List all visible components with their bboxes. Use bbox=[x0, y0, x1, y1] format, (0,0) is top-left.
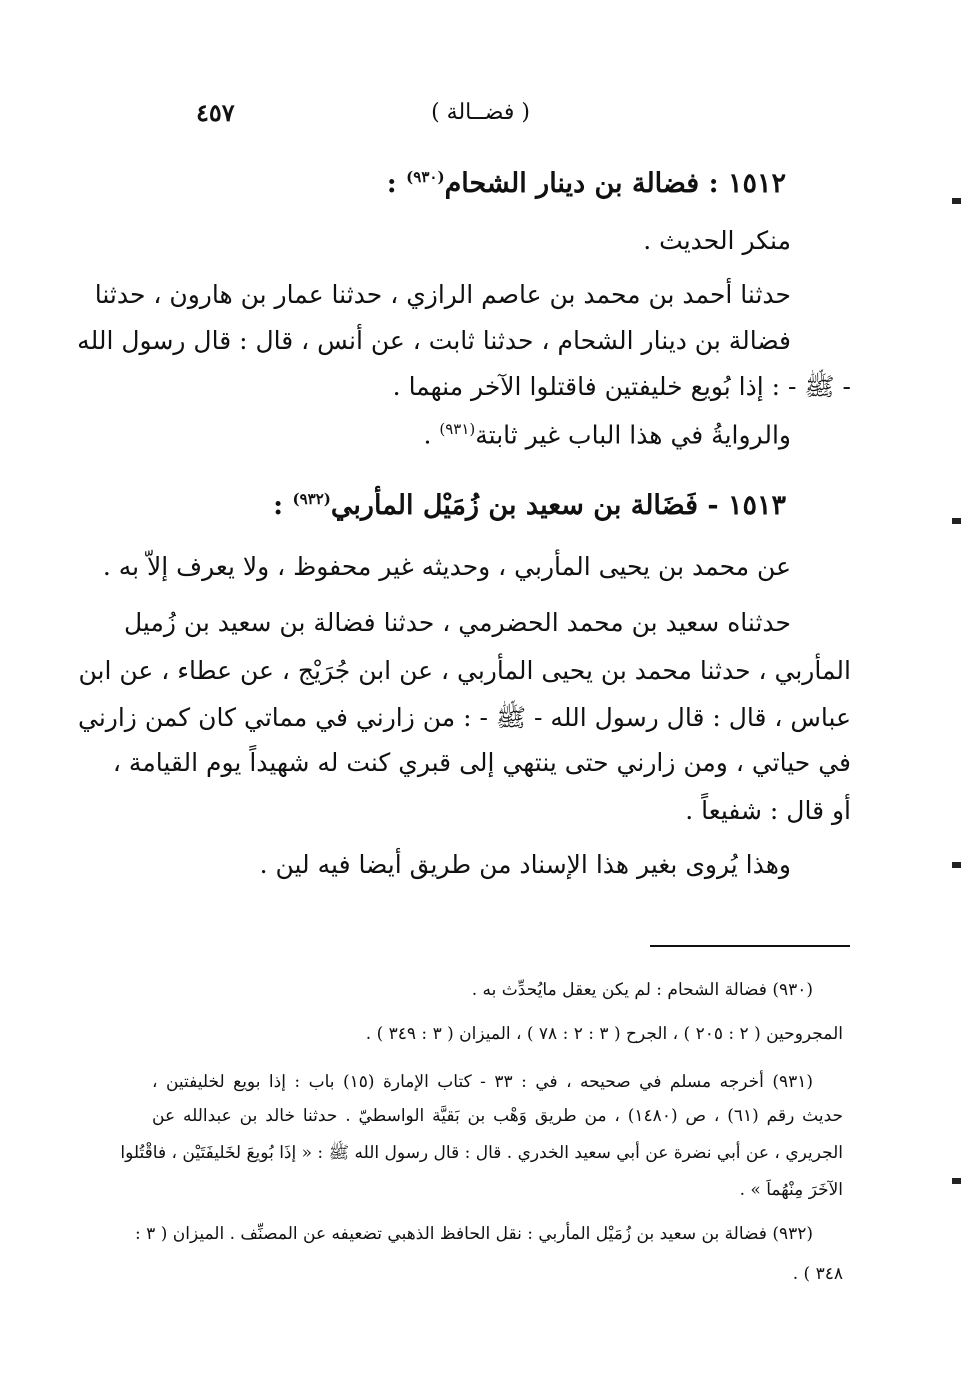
entry-1513-line-2: حدثناه سعيد بن محمد الحضرمي ، حدثنا فضالة بن سعيد بن زُميل bbox=[123, 608, 791, 637]
footnote-ref-932: (٩٣٢) bbox=[292, 490, 331, 508]
entry-1513-heading bbox=[273, 490, 786, 521]
footnote-931-line-3: الجريري ، عن أبي نضرة عن أبي سعيد الخدري . قال : قال رسول الله ﷺ : « إذَا بُويعَ لخَليفَتَيْن ، فاقْتُلوا bbox=[120, 1143, 843, 1163]
entry-1513-heading-text: ١٥١٣ - فَضَالة بن سعيد بن زُمَيْل المأربي bbox=[330, 490, 786, 521]
footnote-932-line-2: ٣٤٨ ) . bbox=[792, 1264, 843, 1284]
entry-1513-line-4: عباس ، قال : قال رسول الله - ﷺ - : من زارني في مماتي كان كمن زارني bbox=[77, 703, 851, 732]
footnote-930-line-2: المجروحين ( ٢ : ٢٠٥ ) ، الجرح ( ٣ : ٢ : ٧٨ ) ، الميزان ( ٣ : ٣٤٩ ) . bbox=[365, 1024, 843, 1044]
entry-1512-heading-colon: : bbox=[386, 168, 407, 199]
scan-edge-mark bbox=[952, 518, 961, 524]
footnote-ref-931: (٩٣١) bbox=[439, 420, 476, 438]
entry-1512-line-1: منكر الحديث . bbox=[643, 226, 791, 255]
entry-1512-line-2: حدثنا أحمد بن محمد بن عاصم الرازي ، حدثنا عمار بن هارون ، حدثنا bbox=[94, 280, 791, 309]
footnote-separator bbox=[650, 945, 850, 947]
footnote-931-line-2: حديث رقم (٦١) ، ص (١٤٨٠) ، من طريق وَهْب بن بَقيَّة الواسطيّ . حدثنا خالد بن عبدالله عن bbox=[152, 1106, 843, 1126]
page-number: ٤٥٧ bbox=[196, 98, 235, 127]
entry-1513-line-5: في حياتي ، ومن زارني حتى ينتهي إلى قبري كنت له شهيداً يوم القيامة ، bbox=[112, 748, 851, 777]
entry-1513-line-3: المأربي ، حدثنا محمد بن يحيى المأربي ، عن ابن جُرَيْج ، عن عطاء ، عن ابن bbox=[78, 656, 851, 685]
running-header: ( فضــالة ) bbox=[431, 100, 530, 125]
footnote-930-line-1: (٩٣٠) فضالة الشحام : لم يكن يعقل مايُحدِّث به . bbox=[471, 980, 813, 1000]
footnote-932-line-1: (٩٣٢) فضالة بن سعيد بن زُمَيْل المأربي : نقل الحافظ الذهبي تضعيفه عن المصنِّف . الميزان ( ٣ : bbox=[135, 1224, 813, 1244]
entry-1512-heading bbox=[387, 168, 786, 199]
footnote-931-line-4: الآخَرَ مِنْهُماَ » . bbox=[739, 1180, 843, 1200]
scan-edge-mark bbox=[952, 1178, 961, 1184]
entry-1512-line-5-text: والروايةُ في هذا الباب غير ثابتة bbox=[475, 420, 791, 450]
entry-1513-line-6: أو قال : شفيعاً . bbox=[685, 796, 851, 825]
entry-1512-line-5 bbox=[423, 420, 791, 449]
entry-1513-line-7: وهذا يُروى بغير هذا الإسناد من طريق أيضا فيه لين . bbox=[259, 850, 791, 879]
footnote-931-line-1: (٩٣١) أخرجه مسلم في صحيحه ، في : ٣٣ - كتاب الإمارة (١٥) باب : إذا بويع لخليفتين ، bbox=[152, 1072, 813, 1092]
entry-1512-line-5-end: . bbox=[423, 420, 440, 450]
entry-1512-line-3: فضالة بن دينار الشحام ، حدثنا ثابت ، عن أنس ، قال : قال رسول الله bbox=[77, 326, 791, 355]
scan-edge-mark bbox=[952, 198, 961, 204]
entry-1513-line-1: عن محمد بن يحيى المأربي ، وحديثه غير محفوظ ، ولا يعرف إلاّ به . bbox=[102, 552, 791, 581]
entry-1512-line-4: - ﷺ - : إذا بُويع خليفتين فاقتلوا الآخر منهما . bbox=[392, 372, 851, 401]
scan-edge-mark bbox=[952, 862, 961, 868]
footnote-ref-930: (٩٣٠) bbox=[406, 168, 445, 186]
entry-1512-heading-text: ١٥١٢ : فضالة بن دينار الشحام bbox=[444, 168, 786, 199]
entry-1513-heading-colon: : bbox=[273, 490, 293, 521]
